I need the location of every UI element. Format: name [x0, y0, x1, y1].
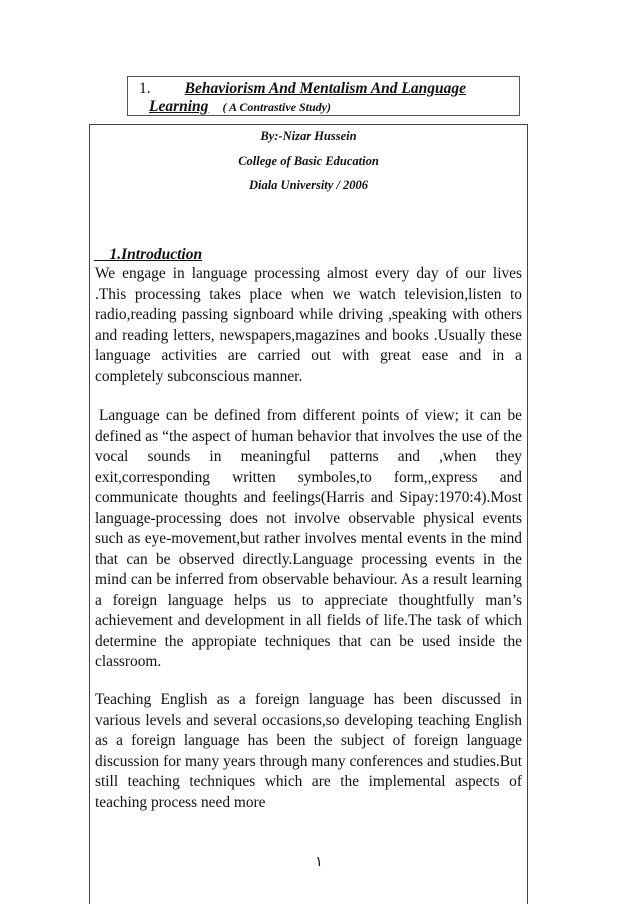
- paragraph-2: Language can be defined from different points of view; it can be defined as “the aspect of human behavior that involves the use of the vocal sounds in meaningful patterns and ,when they exit,corresponding written symboles,to form,,express and communicate thoughts and feelings(Harris and Sipay:1970:4).Most language-processing does not involve observable physical events such as eye-movement,but rather involves mental events in the mind that can be observed directly.Language processing events in the mind can be inferred from observable behaviour. As a result learning a foreign language helps us to appreciate thoughtfully man’s achievement and development in all fields of life.The task of which determine the appropiate techniques that can be used inside the classroom.: [95, 407, 522, 670]
- author-university: Diala University / 2006: [248, 178, 369, 192]
- title-text-line-2: Learning: [149, 98, 209, 115]
- title-line-1: [139, 80, 466, 98]
- title-line-2: [149, 98, 331, 116]
- title-number: 1.: [139, 80, 151, 97]
- paragraph-3: Teaching English as a foreign language has been discussed in various levels and several occasions,so developing teaching English as a foreign language has been the subject of foreign language discussion for many years through many conferences and studies.But still teaching techniques which are the implemental aspects of teaching process need more: [95, 691, 522, 811]
- title-text-line-1: Behaviorism And Mentalism And Language: [184, 80, 466, 97]
- title-subtitle: ( A Contrastive Study): [222, 100, 332, 114]
- paragraph-1: We engage in language processing almost every day of our lives .This processing takes place when we watch television,listen to radio,reading passing signboard while driving ,speaking with others and reading letters, newspapers,magazines and books .Usually these language activities are carried out with great ease and in a completely subconscious manner.: [95, 265, 522, 385]
- author-name: By:-Nizar Hussein: [260, 129, 357, 143]
- author-college: College of Basic Education: [238, 154, 379, 168]
- page-number: ١: [315, 854, 323, 870]
- section-heading: [94, 246, 202, 264]
- section-heading-text: 1.Introduction: [109, 246, 203, 263]
